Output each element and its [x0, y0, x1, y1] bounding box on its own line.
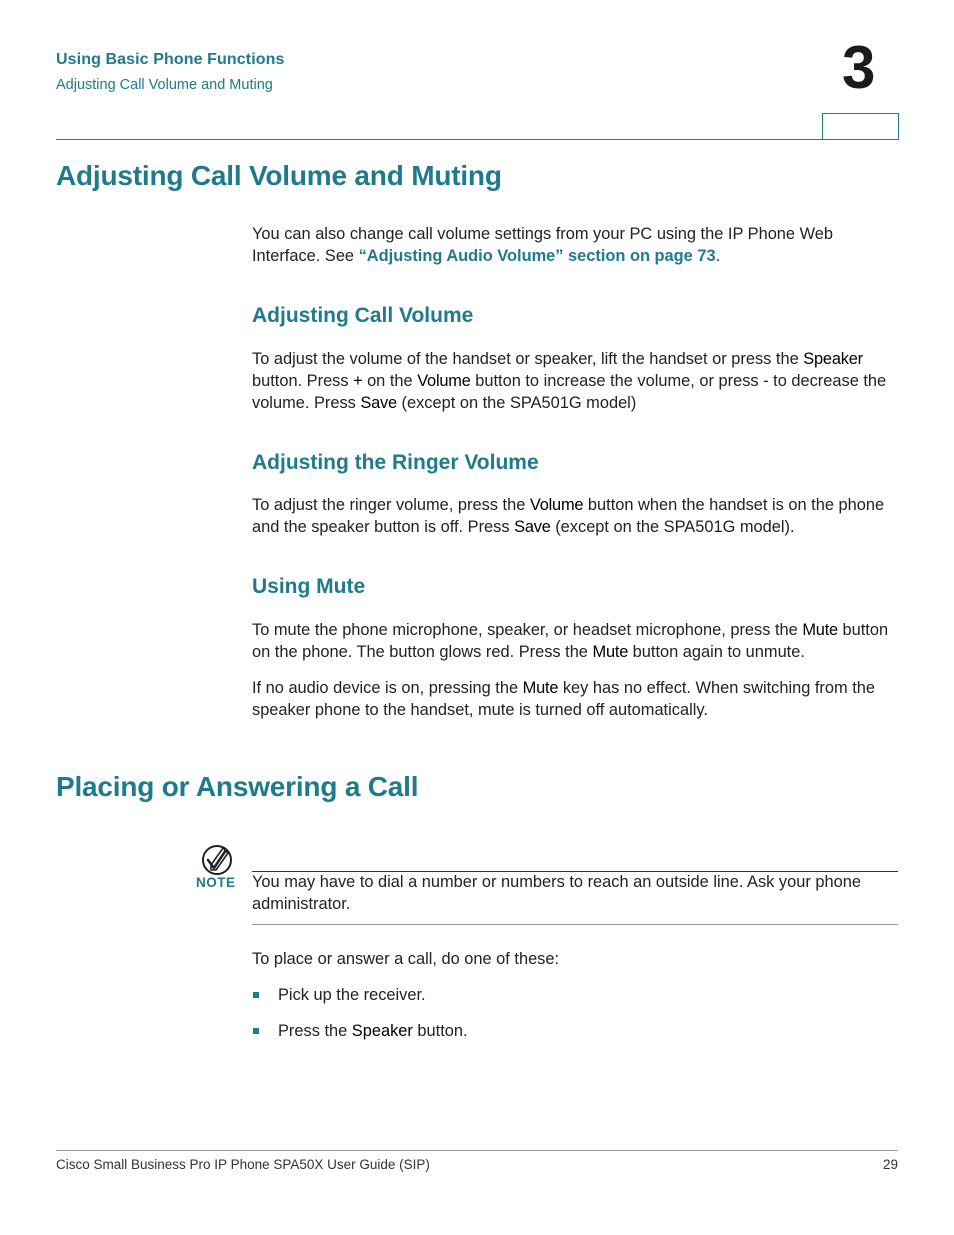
- subheading-ringer-volume: Adjusting the Ringer Volume: [252, 451, 539, 474]
- text-run: button.: [412, 1022, 468, 1040]
- save-button-label: Save: [360, 394, 397, 412]
- note-label: NOTE: [196, 875, 236, 890]
- note-pencil-icon: [199, 844, 235, 876]
- mute-paragraph-1: [252, 619, 902, 663]
- mute-paragraph-2: [252, 677, 902, 721]
- mute-button-label: Mute: [592, 643, 629, 661]
- intro-text-end: .: [715, 247, 721, 265]
- intro-text: You can also change call volume settings from your PC using the IP Phone Web Interface. See: [252, 225, 833, 265]
- speaker-button-label: Speaker: [351, 1022, 413, 1040]
- subheading-call-volume: Adjusting Call Volume: [252, 304, 474, 327]
- speaker-button-label: Speaker: [803, 350, 863, 368]
- footer-page-number: 29: [882, 1157, 898, 1172]
- ringer-volume-paragraph: [252, 494, 902, 538]
- plus-button-label: +: [353, 372, 363, 390]
- section-intro-paragraph: [252, 223, 902, 267]
- volume-button-label: Volume: [529, 496, 584, 514]
- footer-document-title: Cisco Small Business Pro IP Phone SPA50X User Guide (SIP): [56, 1157, 430, 1172]
- text-run: key has no effect. When switching from the speaker phone to the handset, mute is turned off automatically.: [252, 679, 876, 719]
- audio-volume-link[interactable]: “Adjusting Audio Volume” section on page 73: [358, 247, 716, 265]
- text-run: button again to unmute.: [628, 643, 805, 661]
- text-run: To adjust the ringer volume, press the: [252, 496, 530, 514]
- text-run: To mute the phone microphone, speaker, or headset microphone, press the: [252, 621, 803, 639]
- volume-button-label: Volume: [417, 372, 471, 390]
- bullet-marker: [253, 1028, 259, 1034]
- text-run: button on the phone. The button glows red. Press the: [252, 621, 889, 661]
- text-run: Press the: [278, 1022, 352, 1040]
- text-run: (except on the SPA501G model): [396, 394, 637, 412]
- text-run: on the: [362, 372, 418, 390]
- bullet-item-speaker: [278, 1020, 468, 1042]
- bullet-marker: [253, 992, 259, 998]
- footer-rule: [56, 1150, 898, 1151]
- bullet-item-pickup: Pick up the receiver.: [278, 986, 426, 1004]
- text-run: button to increase the volume, or press - to decrease the volume. Press: [252, 372, 887, 412]
- text-run: button when the handset is on the phone and the speaker button is off. Press: [252, 496, 885, 536]
- section-heading-volume-muting: Adjusting Call Volume and Muting: [56, 160, 502, 191]
- text-run: button. Press: [252, 372, 354, 390]
- subheading-using-mute: Using Mute: [252, 575, 366, 598]
- text-run: (except on the SPA501G model).: [550, 518, 795, 536]
- save-button-label: Save: [514, 518, 551, 536]
- mute-key-label: Mute: [522, 679, 559, 697]
- mute-button-label: Mute: [802, 621, 838, 639]
- chapter-number: 3: [842, 34, 876, 101]
- note-text: You may have to dial a number or numbers to reach an outside line. Ask your phone administrator.: [252, 873, 861, 913]
- text-run: If no audio device is on, pressing the: [252, 679, 523, 697]
- header-rule: [56, 139, 898, 140]
- running-header-section: Adjusting Call Volume and Muting: [56, 77, 273, 93]
- section-heading-placing-call: Placing or Answering a Call: [56, 771, 419, 802]
- chapter-tab-box: [822, 113, 899, 140]
- note-rule-bottom: [252, 924, 898, 925]
- running-header-chapter: Using Basic Phone Functions: [56, 51, 285, 68]
- place-call-intro: To place or answer a call, do one of these:: [252, 950, 560, 968]
- text-run: To adjust the volume of the handset or speaker, lift the handset or press the: [252, 350, 804, 368]
- call-volume-paragraph: [252, 348, 902, 414]
